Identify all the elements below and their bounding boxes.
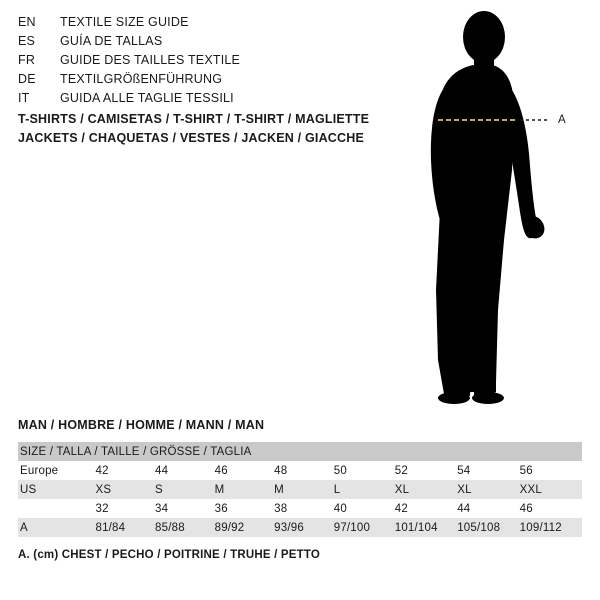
cell-a-7: 109/112 — [520, 518, 582, 537]
cell-numeric-5: 42 — [395, 499, 457, 518]
cell-numeric-3: 38 — [274, 499, 334, 518]
category-tshirts: T-SHIRTS / CAMISETAS / T-SHIRT / T-SHIRT / MAGLIETTE — [18, 112, 370, 126]
row-label-numeric — [18, 499, 95, 518]
chest-measure-label: A — [558, 114, 566, 126]
language-text-it: GUIDA ALLE TAGLIE TESSILI — [60, 91, 234, 105]
language-text-fr: GUIDE DES TAILLES TEXTILE — [60, 53, 241, 67]
cell-us-0: XS — [95, 480, 155, 499]
row-label-europe: Europe — [18, 461, 95, 480]
language-code-fr: FR — [18, 53, 36, 67]
language-row-de — [18, 72, 378, 91]
cell-europe-1: 44 — [155, 461, 215, 480]
cell-europe-6: 54 — [457, 461, 519, 480]
cell-a-3: 93/96 — [274, 518, 334, 537]
table-header-label: SIZE / TALLA / TAILLE / GRÖSSE / TAGLIA — [18, 442, 582, 461]
cell-europe-4: 50 — [334, 461, 395, 480]
cell-numeric-2: 36 — [215, 499, 275, 518]
table-row — [18, 499, 582, 518]
cell-us-3: M — [274, 480, 334, 499]
cell-us-2: M — [215, 480, 275, 499]
cell-a-4: 97/100 — [334, 518, 395, 537]
cell-numeric-0: 32 — [95, 499, 155, 518]
table-header-row — [18, 442, 582, 461]
cell-us-4: L — [334, 480, 395, 499]
language-code-de: DE — [18, 72, 36, 86]
cell-europe-3: 48 — [274, 461, 334, 480]
male-figure-illustration — [400, 10, 600, 410]
cell-europe-5: 52 — [395, 461, 457, 480]
table-row — [18, 518, 582, 537]
cell-europe-2: 46 — [215, 461, 275, 480]
language-text-en: TEXTILE SIZE GUIDE — [60, 15, 189, 29]
cell-numeric-1: 34 — [155, 499, 215, 518]
row-label-us: US — [18, 480, 95, 499]
language-row-en — [18, 15, 378, 34]
cell-numeric-6: 44 — [457, 499, 519, 518]
table-heading-man: MAN / HOMBRE / HOMME / MANN / MAN — [18, 418, 265, 432]
cell-a-0: 81/84 — [95, 518, 155, 537]
language-text-es: GUÍA DE TALLAS — [60, 34, 163, 48]
category-jackets: JACKETS / CHAQUETAS / VESTES / JACKEN / GIACCHE — [18, 131, 365, 145]
language-list — [18, 15, 378, 110]
language-code-it: IT — [18, 91, 30, 105]
cell-us-6: XL — [457, 480, 519, 499]
cell-europe-7: 56 — [520, 461, 582, 480]
language-row-it — [18, 91, 378, 110]
language-code-en: EN — [18, 15, 36, 29]
cell-europe-0: 42 — [95, 461, 155, 480]
language-text-de: TEXTILGRÖßENFÜHRUNG — [60, 72, 223, 86]
category-headings — [18, 110, 418, 148]
cell-us-5: XL — [395, 480, 457, 499]
table-row — [18, 480, 582, 499]
cell-a-2: 89/92 — [215, 518, 275, 537]
cell-us-7: XXL — [520, 480, 582, 499]
cell-numeric-7: 46 — [520, 499, 582, 518]
cell-a-6: 105/108 — [457, 518, 519, 537]
table-row — [18, 461, 582, 480]
cell-numeric-4: 40 — [334, 499, 395, 518]
language-row-es — [18, 34, 378, 53]
figure-svg — [400, 10, 600, 410]
cell-a-5: 101/104 — [395, 518, 457, 537]
language-code-es: ES — [18, 34, 36, 48]
cell-us-1: S — [155, 480, 215, 499]
row-label-a: A — [18, 518, 95, 537]
language-row-fr — [18, 53, 378, 72]
size-table — [18, 442, 582, 537]
cell-a-1: 85/88 — [155, 518, 215, 537]
chest-footnote: A. (cm) CHEST / PECHO / POITRINE / TRUHE / PETTO — [18, 549, 321, 561]
